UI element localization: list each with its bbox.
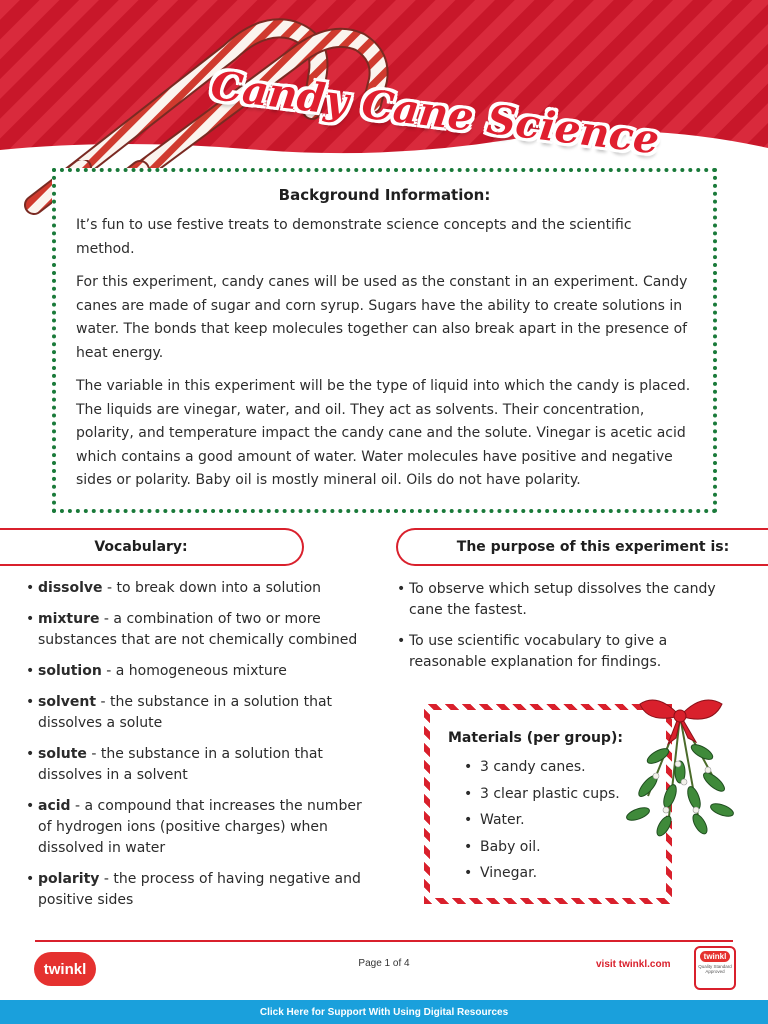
- vocabulary-term: acid: [38, 798, 71, 814]
- page-number: Page 1 of 4: [358, 958, 410, 969]
- vocabulary-heading-label: Vocabulary:: [94, 539, 188, 555]
- purpose-heading: [396, 528, 768, 566]
- purpose-list: [397, 579, 727, 683]
- vocabulary-item: [26, 661, 371, 682]
- vocabulary-definition: - a homogeneous mixture: [101, 663, 287, 679]
- background-heading: Background Information:: [278, 186, 491, 204]
- materials-item: • 3 clear plastic cups.: [464, 781, 648, 808]
- badge-logo: twinkl: [700, 951, 731, 962]
- vocabulary-list: [26, 578, 371, 921]
- visit-link[interactable]: visit twinkl.com: [596, 959, 671, 970]
- footer-divider: [35, 940, 733, 942]
- vocabulary-definition: - the process of having negative and positive sides: [38, 871, 361, 908]
- twinkl-logo[interactable]: twinkl: [34, 952, 96, 986]
- page-title: Candy Cane Science: [208, 62, 662, 164]
- materials-item: • Vinegar.: [464, 860, 648, 887]
- materials-item: • Water.: [464, 807, 648, 834]
- materials-item: • Baby oil.: [464, 834, 648, 861]
- vocabulary-term: solution: [38, 663, 102, 679]
- vocabulary-definition: - the substance in a solution that dissolves a solute: [38, 694, 333, 731]
- vocabulary-definition: - to break down into a solution: [102, 580, 322, 596]
- materials-heading: Materials (per group):: [448, 730, 623, 746]
- vocabulary-term: solvent: [38, 694, 97, 710]
- vocabulary-definition: - the substance in a solution that dissolves in a solvent: [38, 746, 323, 783]
- support-link-bar[interactable]: Click Here for Support With Using Digital Resources: [0, 1000, 768, 1024]
- vocabulary-heading: [0, 528, 304, 566]
- purpose-item: • To use scientific vocabulary to give a reasonable explanation for findings.: [397, 631, 727, 673]
- mistletoe-icon: [618, 686, 742, 842]
- quality-badge: [694, 946, 736, 990]
- vocabulary-term: mixture: [38, 611, 100, 627]
- vocabulary-definition: - a combination of two or more substances that are not chemically combined: [38, 611, 358, 648]
- vocabulary-term: solute: [38, 746, 87, 762]
- vocabulary-item: [26, 578, 371, 599]
- vocabulary-item: [26, 609, 371, 651]
- vocabulary-item: [26, 869, 371, 911]
- background-paragraph: It’s fun to use festive treats to demonstrate science concepts and the scientific method.: [76, 217, 632, 257]
- purpose-heading-label: The purpose of this experiment is:: [456, 539, 730, 555]
- badge-text: Quality Standard Approved: [698, 964, 732, 974]
- vocabulary-item: [26, 692, 371, 734]
- background-paragraph: The variable in this experiment will be the type of liquid into which the candy is placed. The liquids are vinegar, water, and oil. They act as solvents. Their concentration, polarity, and temperature impact the candy cane and the solute. Vinegar is acetic acid which contains a good amount of water. Water molecules have positive and negative sides or polarity. Baby oil is mostly mineral oil. Oils do not have polarity.: [76, 378, 691, 488]
- vocabulary-term: polarity: [38, 871, 100, 887]
- vocabulary-term: dissolve: [38, 580, 103, 596]
- background-info-box: [52, 168, 717, 513]
- purpose-item: • To observe which setup dissolves the candy cane the fastest.: [397, 579, 727, 621]
- background-paragraph: For this experiment, candy canes will be used as the constant in an experiment. Candy canes are made of sugar and corn syrup. Sugars have the ability to create solutions in water. The bonds that keep molecules together can also break apart in the presence of heat energy.: [76, 274, 688, 361]
- vocabulary-definition: - a compound that increases the number of hydrogen ions (positive charges) when dissolved in water: [38, 798, 362, 856]
- materials-item: • 3 candy canes.: [464, 754, 648, 781]
- vocabulary-item: [26, 796, 371, 859]
- vocabulary-item: [26, 744, 371, 786]
